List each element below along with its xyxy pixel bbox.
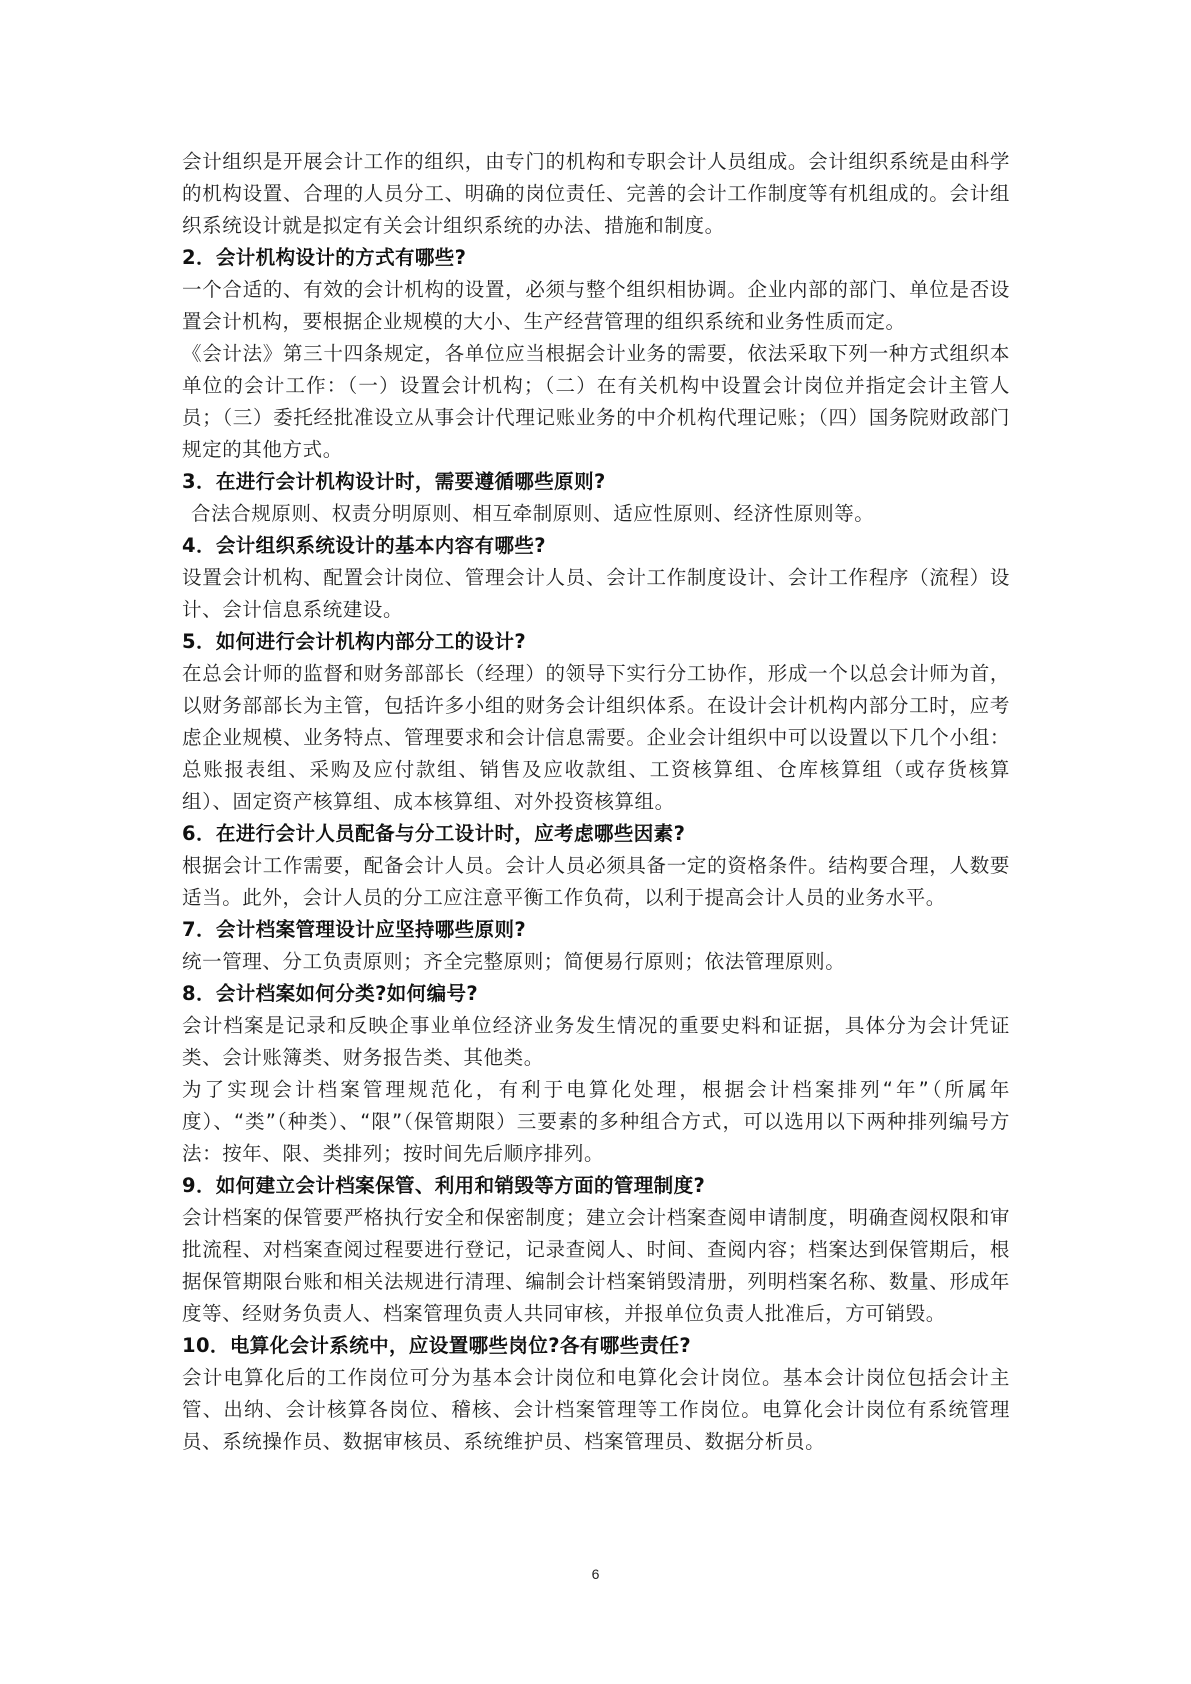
paragraph: 会计组织是开展会计工作的组织，由专门的机构和专职会计人员组成。会计组织系统是由科学的机构设置、合理的人员分工、明确的岗位责任、完善的会计工作制度等有机组成的。会计组织系统设计就是拟定有关会计组织系统的办法、措施和制度。 xyxy=(182,150,1010,237)
question-heading: 3．在进行会计机构设计时，需要遵循哪些原则? xyxy=(182,470,606,493)
question-heading: 5．如何进行会计机构内部分工的设计? xyxy=(182,630,527,653)
paragraph: 设置会计机构、配置会计岗位、管理会计人员、会计工作制度设计、会计工作程序（流程）设计、会计信息系统建设。 xyxy=(182,566,1010,621)
question-heading: 6．在进行会计人员配备与分工设计时，应考虑哪些因素? xyxy=(182,822,686,845)
question-heading: 7．会计档案管理设计应坚持哪些原则? xyxy=(182,918,527,941)
paragraph: 合法合规原则、权责分明原则、相互牵制原则、适应性原则、经济性原则等。 xyxy=(191,502,875,525)
paragraph: 会计电算化后的工作岗位可分为基本会计岗位和电算化会计岗位。基本会计岗位包括会计主管、出纳、会计核算各岗位、稽核、会计档案管理等工作岗位。电算化会计岗位有系统管理员、系统操作员、数据审核员、系统维护员、档案管理员、数据分析员。 xyxy=(182,1366,1010,1453)
question-heading: 10．电算化会计系统中，应设置哪些岗位?各有哪些责任? xyxy=(182,1334,692,1357)
question-heading: 4．会计组织系统设计的基本内容有哪些? xyxy=(182,534,546,557)
page-number: 6 xyxy=(591,1566,600,1582)
paragraph: 《会计法》第三十四条规定，各单位应当根据会计业务的需要，依法采取下列一种方式组织本单位的会计工作：（一）设置会计机构；（二）在有关机构中设置会计岗位并指定会计主管人员；（三）委托经批准设立从事会计代理记账业务的中介机构代理记账；（四）国务院财政部门规定的其他方式。 xyxy=(182,342,1010,461)
paragraph: 为了实现会计档案管理规范化，有利于电算化处理，根据会计档案排列“年”（所属年度）、“类”（种类）、“限”（保管期限）三要素的多种组合方式，可以选用以下两种排列编号方法：按年、限、类排列；按时间先后顺序排列。 xyxy=(182,1078,1010,1165)
question-heading: 2．会计机构设计的方式有哪些? xyxy=(182,246,467,269)
paragraph: 一个合适的、有效的会计机构的设置，必须与整个组织相协调。企业内部的部门、单位是否设置会计机构，要根据企业规模的大小、生产经营管理的组织系统和业务性质而定。 xyxy=(182,278,1010,333)
paragraph: 统一管理、分工负责原则；齐全完整原则；简便易行原则；依法管理原则。 xyxy=(182,950,846,973)
question-heading: 8．会计档案如何分类?如何编号? xyxy=(182,982,479,1005)
paragraph: 在总会计师的监督和财务部部长（经理）的领导下实行分工协作，形成一个以总会计师为首，以财务部部长为主管，包括许多小组的财务会计组织体系。在设计会计机构内部分工时，应考虑企业规模、业务特点、管理要求和会计信息需要。企业会计组织中可以设置以下几个小组：总账报表组、采购及应付款组、销售及应收款组、工资核算组、仓库核算组（或存货核算组）、固定资产核算组、成本核算组、对外投资核算组。 xyxy=(182,662,1010,813)
paragraph: 会计档案的保管要严格执行安全和保密制度；建立会计档案查阅申请制度，明确查阅权限和审批流程、对档案查阅过程要进行登记，记录查阅人、时间、查阅内容；档案达到保管期后，根据保管期限台账和相关法规进行清理、编制会计档案销毁清册，列明档案名称、数量、形成年度等、经财务负责人、档案管理负责人共同审核，并报单位负责人批准后，方可销毁。 xyxy=(182,1206,1010,1325)
paragraph: 会计档案是记录和反映企事业单位经济业务发生情况的重要史料和证据，具体分为会计凭证类、会计账簿类、财务报告类、其他类。 xyxy=(182,1014,1010,1069)
paragraph: 根据会计工作需要，配备会计人员。会计人员必须具备一定的资格条件。结构要合理，人数要适当。此外，会计人员的分工应注意平衡工作负荷，以利于提高会计人员的业务水平。 xyxy=(182,854,1010,909)
document-body xyxy=(182,146,1010,1458)
question-heading: 9．如何建立会计档案保管、利用和销毁等方面的管理制度? xyxy=(182,1174,706,1197)
